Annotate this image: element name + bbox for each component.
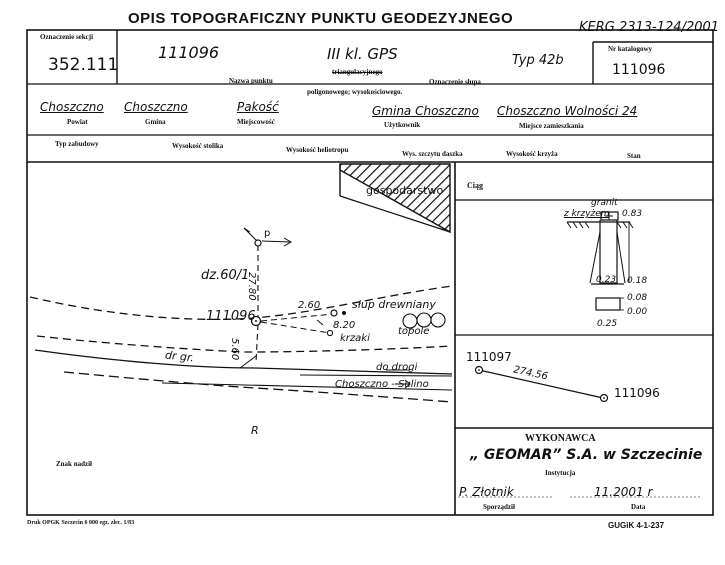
dist-right-label: 2.60	[298, 300, 321, 311]
sketch-point-label: 111096	[206, 309, 256, 324]
page-title: OPIS TOPOGRAFICZNY PUNKTU GEODEZYJNEGO	[128, 10, 514, 27]
traverse-to: 111096	[614, 386, 660, 400]
krzyz-label: z krzyżem	[564, 209, 610, 219]
powiat-value: Choszczno	[40, 100, 104, 114]
traverse-distance: 274.56	[512, 364, 549, 383]
section-label: Oznaczenie sekcji	[40, 33, 94, 41]
road-dr-label: dr gr.	[164, 348, 195, 365]
author-value: P. Złotnik	[459, 485, 514, 499]
point-number: 111096	[158, 43, 220, 62]
sign-label: Znak nadził	[56, 460, 92, 468]
point-class: III kl. GPS	[327, 45, 398, 63]
point-type: Typ 42b	[512, 53, 564, 68]
dist-down-label: 5.60	[229, 338, 240, 361]
dim-000: 0.00	[627, 307, 648, 317]
kerg-number: KERG 2313-124/2001	[579, 20, 720, 35]
r-mark: R	[251, 424, 259, 437]
traverse-from: 111097	[466, 350, 512, 364]
footer-print: Druk OPGK Szczecin 6 000 egz. zlec. 1/83	[27, 520, 135, 526]
point-p-label: p	[264, 228, 271, 239]
road-name-label: Choszczno - Sulino	[335, 379, 429, 390]
dim-018: 0.18	[627, 276, 648, 286]
dist-mid-label: 8.20	[333, 320, 356, 331]
institution-label: Instytucja	[545, 469, 576, 477]
catalog-label: Nr katalogowy	[608, 45, 653, 53]
poplars-label: topole	[398, 326, 430, 337]
typ-zabudowy-label: Typ zabudowy	[55, 140, 99, 148]
miejscowosc-value: Pakość	[237, 100, 279, 114]
wys-szczytu-label: Wys. szczytu daszka	[402, 150, 463, 158]
wys-stolika-label: Wysokość stolika	[172, 142, 224, 150]
ciag-label: Ciąg	[467, 181, 483, 190]
executor-company: „ GEOMAR” S.A. w Szczecinie	[470, 447, 703, 463]
section-number: 352.111	[48, 55, 119, 75]
pillar-label: Oznaczenie słupa	[429, 78, 481, 86]
catalog-number: 111096	[612, 62, 666, 78]
executor-label: WYKONAWCA	[525, 433, 596, 444]
stan-label: Stan	[627, 152, 641, 160]
powiat-label: Powiat	[67, 118, 88, 126]
pole-label: słup drewniany	[352, 298, 436, 311]
dist-up-label: 27.80	[246, 272, 257, 301]
miejscowosc-label: Miejscowość	[237, 118, 275, 126]
name-label: Nazwa punktu	[229, 77, 273, 85]
wys-krzyza-label: Wysokość krzyża	[506, 150, 558, 158]
zamieszkanie-label: Miejsce zamieszkania	[519, 122, 584, 130]
dim-008: 0.08	[627, 293, 648, 303]
building-hatch	[340, 164, 450, 232]
gmina-value: Choszczno	[124, 100, 188, 114]
bushes-label: krzaki	[340, 333, 370, 344]
uzytkownik-label: Użytkownik	[384, 121, 421, 129]
gmina-label: Gmina	[145, 118, 166, 126]
dim-083: 0.83	[622, 209, 643, 219]
building-label: gospodarstwo	[366, 184, 444, 197]
author-label: Sporządził	[483, 503, 515, 511]
dim-025: 0.25	[597, 319, 618, 329]
point-kind-label: poligonowego; wysokościowego.	[307, 88, 403, 96]
date-label: Data	[631, 503, 646, 511]
date-value: 11.2001 r	[594, 485, 653, 499]
do-drogi-label: do drogi	[376, 362, 418, 373]
granit-label: granit	[591, 198, 618, 208]
dim-023: 0.23	[596, 275, 617, 285]
point-kind-struck: triangulacyjnego	[332, 68, 383, 76]
wys-heliotropu-label: Wysokość heliotropu	[286, 146, 349, 154]
footer-form-number: GUGiK 4-1-237	[608, 521, 665, 530]
parcel-label: dz.60/1	[201, 268, 250, 283]
zamieszkanie-value: Choszczno Wolności 24	[497, 104, 638, 118]
uzytkownik-value: Gmina Choszczno	[372, 104, 479, 118]
